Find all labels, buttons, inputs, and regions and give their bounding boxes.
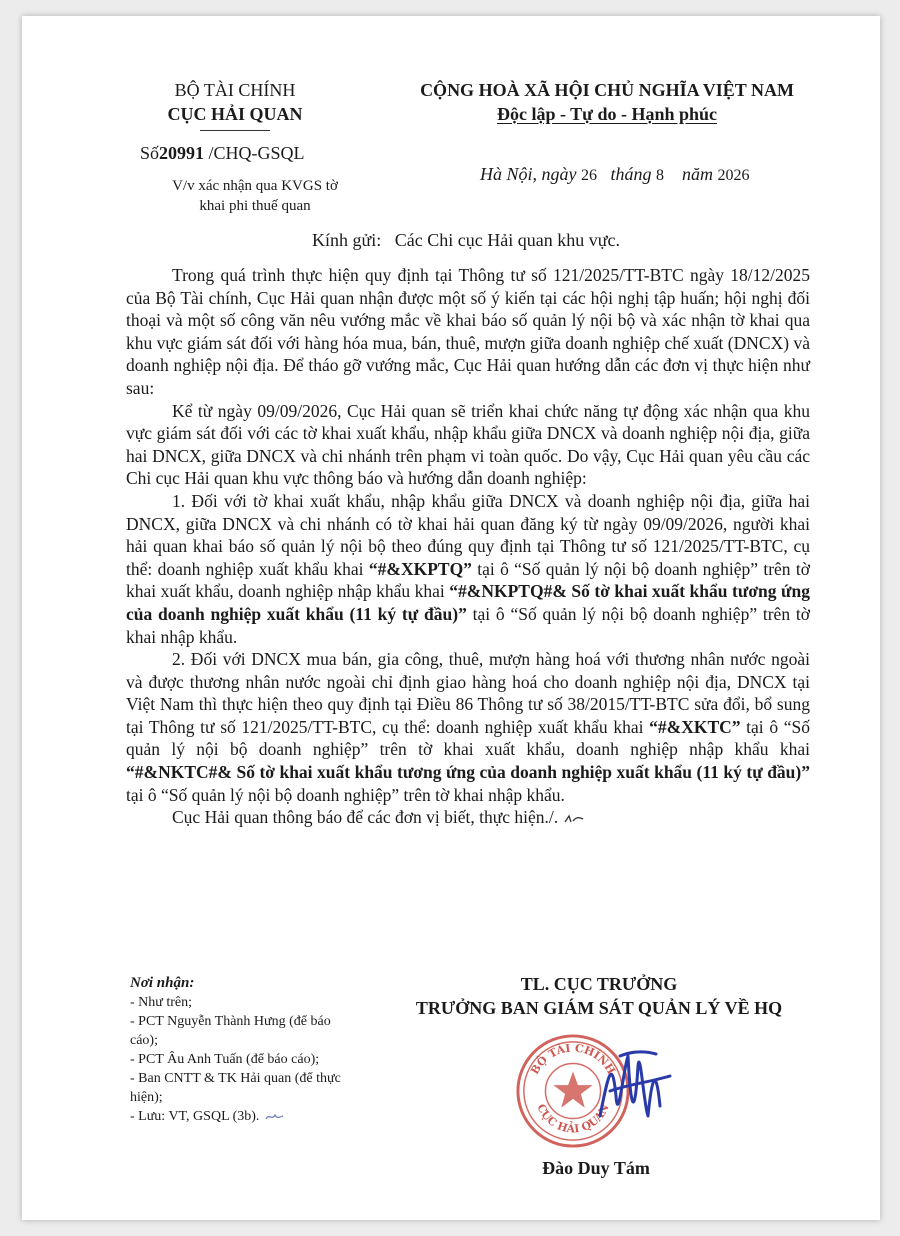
document-number <box>140 143 305 164</box>
distribution-item: - Ban CNTT & TK Hải quan (để thực hiện); <box>130 1071 341 1105</box>
subject-line-1: V/v xác nhận qua KVGS tờ <box>172 178 338 194</box>
recipient-line: Kính gửi: Các Chi cục Hải quan khu vực. <box>312 230 620 250</box>
distribution-item: - PCT Âu Anh Tuấn (để báo cáo); <box>130 1052 320 1067</box>
issuer-header <box>100 78 370 131</box>
code-nktc: “#&NKTC#& Số tờ khai xuất khẩu tương ứng của doanh nghiệp xuất khẩu (11 ký tự đầu)” <box>126 762 810 783</box>
code-xktc: “#&XKTC” <box>649 716 741 737</box>
paragraph-1: Trong quá trình thực hiện quy định tại Thông tư số 121/2025/TT-BTC ngày 18/12/2025 của Bộ Tài chính, Cục Hải quan nhận được một số ý kiến tại các hội nghị tập huấn; hội nghị đối thoại và một số công văn nêu vướng mắc về khai báo số quản lý nội bộ và xác nhận tờ khai qua khu vực giám sát đối với hàng hóa mua, bán, thuê, mượn giữa doanh nghiệp chế xuất (DNCX) và doanh nghiệp nội địa. Để tháo gỡ vướng mắc, Cục Hải quan hướng dẫn các đơn vị thực hiện như sau: <box>126 265 810 398</box>
distribution-list <box>130 974 360 1126</box>
date-month-label: tháng <box>597 164 657 184</box>
paragraph-4 <box>126 648 810 806</box>
distribution-item <box>130 1107 360 1126</box>
date-month: 8 <box>656 167 665 184</box>
paragraph-2: Kể từ ngày 09/09/2026, Cục Hải quan sẽ triển khai chức năng tự động xác nhận qua khu vực giám sát đối với các tờ khai xuất khẩu, nhập khẩu giữa DNCX và doanh nghiệp nội địa, giữa hai DNCX, giữa DNCX và chi nhánh trên phạm vi toàn quốc. Do vậy, Cục Hải quan yêu cầu các Chi cục Hải quan khu vực thông báo và hướng dẫn doanh nghiệp: <box>126 400 810 489</box>
issue-date <box>462 143 750 206</box>
closing-text: Cục Hải quan thông báo để các đơn vị biết, thực hiện./. <box>172 807 559 828</box>
national-header <box>372 78 842 126</box>
signature-title <box>374 972 824 1020</box>
so-number: 20991 <box>159 143 205 163</box>
so-suffix: /CHQ-GSQL <box>204 143 305 163</box>
signer-name: Đào Duy Tám <box>542 1158 650 1178</box>
seal-bottom-text: CỤC HẢI QUAN <box>534 1101 612 1136</box>
country-name: CỘNG HOÀ XÃ HỘI CHỦ NGHĨA VIỆT NAM <box>420 80 794 100</box>
document-body <box>126 264 810 829</box>
date-place: Hà Nội, ngày <box>480 164 581 184</box>
distribution-item: - Như trên; <box>130 995 193 1010</box>
date-year-label: năm <box>664 164 718 184</box>
paragraph-3-text-3: tại ô “Số quản lý nội bộ doanh nghiệp” trên tờ khai nhập khẩu. <box>126 603 810 647</box>
date-day: 26 <box>581 167 597 184</box>
ministry-name: BỘ TÀI CHÍNH <box>174 80 296 100</box>
paragraph-5 <box>126 806 810 829</box>
code-xkptq: “#&XKPTQ” <box>368 558 472 579</box>
document-subject <box>140 176 370 216</box>
paragraph-3 <box>126 490 810 648</box>
date-year: 2026 <box>717 167 750 184</box>
department-underline <box>200 130 270 131</box>
distribution-item: - PCT Nguyễn Thành Hưng (để báo cáo); <box>130 1014 331 1048</box>
handwritten-signature-icon <box>590 1036 674 1146</box>
signature-line-1: TL. CỤC TRƯỞNG <box>520 974 678 994</box>
department-name: CỤC HẢI QUAN <box>167 104 303 124</box>
paragraph-4-text-3: tại ô “Số quản lý nội bộ doanh nghiệp” trên tờ khai nhập khẩu. <box>126 784 565 805</box>
document-page <box>22 16 880 1220</box>
national-motto: Độc lập - Tự do - Hạnh phúc <box>496 104 718 124</box>
paragraph-4-text-2: tại ô “Số quản lý nội bộ doanh nghiệp” trên tờ khai xuất khẩu, doanh nghiệp nhập khẩu khai <box>126 716 810 760</box>
seal-top-text: BỘ TÀI CHÍNH <box>528 1041 618 1077</box>
initial-mark-icon <box>263 1111 285 1123</box>
distribution-title: Nơi nhận: <box>130 975 195 991</box>
subject-line-2: khai phi thuế quan <box>199 198 311 214</box>
signature-line-2: TRƯỞNG BAN GIÁM SÁT QUẢN LÝ VỀ HQ <box>415 998 783 1018</box>
distribution-item-text: - Lưu: VT, GSQL (3b). <box>130 1109 260 1124</box>
so-prefix: Số <box>140 143 160 163</box>
initial-mark-icon <box>563 813 585 825</box>
paragraph-4-text: 2. Đối với DNCX mua bán, gia công, thuê, mượn hàng hoá với thương nhân nước ngoài và được thương nhân nước ngoài chỉ định giao hàng hoá cho doanh nghiệp nội địa, DNCX tại Việt Nam thì thực hiện theo quy định tại Điều 86 Thông tư số 38/2015/TT-BTC sửa đổi, bổ sung tại Thông tư số 121/2025/TT-BTC, cụ thể: doanh nghiệp xuất khẩu khai <box>126 649 810 737</box>
paragraph-3-text-2: tại ô “Số quản lý nội bộ doanh nghiệp” trên tờ khai xuất khẩu, doanh nghiệp nhập khẩu khai <box>126 558 810 602</box>
code-nkptq: “#&NKPTQ#& Số tờ khai xuất khẩu tương ứng của doanh nghiệp xuất khẩu (11 ký tự đầu)” <box>126 581 811 624</box>
paragraph-3-text: 1. Đối với tờ khai xuất khẩu, nhập khẩu giữa DNCX và doanh nghiệp nội địa, giữa hai DNCX, giữa DNCX và chi nhánh có tờ khai hải quan đăng ký từ ngày 09/09/2026, người khai hải quan khai báo số quản lý nội bộ theo đúng quy định tại Thông tư số 121/2025/TT-BTC, cụ thể: doanh nghiệp xuất khẩu khai <box>126 490 810 579</box>
